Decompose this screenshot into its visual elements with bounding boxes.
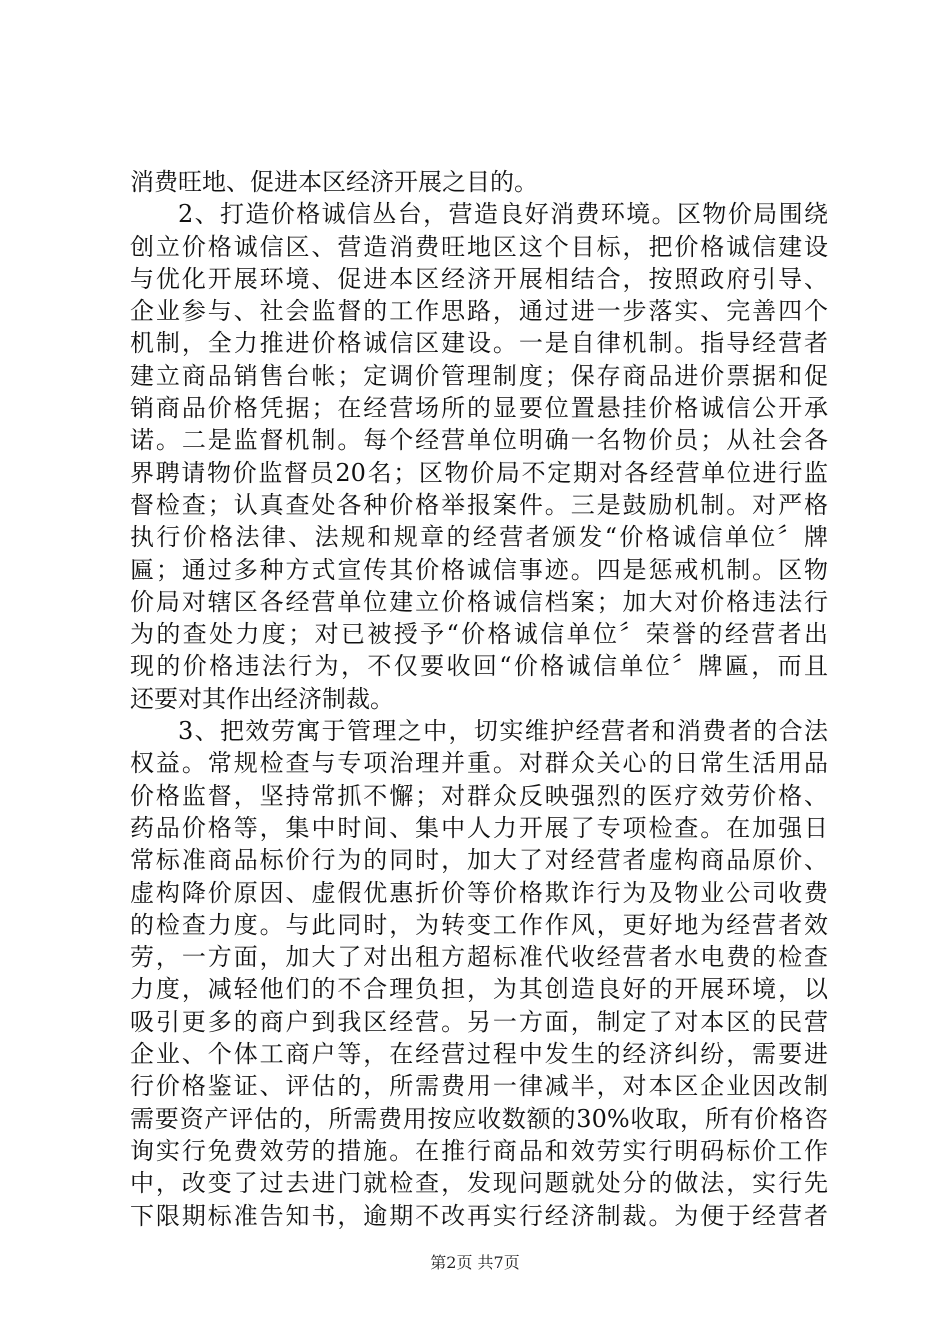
text-line: 3、把效劳寓于管理之中，切实维护经营者和消费者的合法	[178, 717, 828, 746]
body-text	[130, 166, 828, 1232]
text-line: 价局对辖区各经营单位建立价格诚信档案；加大对价格违法行	[130, 587, 828, 616]
text-line: 吸引更多的商户到我区经营。另一方面，制定了对本区的民营	[130, 1007, 828, 1036]
text-line: 行价格鉴证、评估的，所需费用一律减半，对本区企业因改制	[130, 1072, 828, 1101]
text-line: 中，改变了过去进门就检查，发现问题就处分的做法，实行先	[130, 1169, 828, 1198]
text-line: 价格监督，坚持常抓不懈；对群众反映强烈的医疗效劳价格、	[130, 781, 828, 810]
text-line: 创立价格诚信区、营造消费旺地区这个目标，把价格诚信建设	[130, 232, 828, 261]
text-line: 的检查力度。与此同时，为转变工作作风，更好地为经营者效	[130, 910, 828, 939]
text-line: 药品价格等，集中时间、集中人力开展了专项检查。在加强日	[130, 813, 828, 842]
text-line: 企业、个体工商户等，在经营过程中发生的经济纠纷，需要进	[130, 1040, 828, 1069]
text-line: 虚构降价原因、虚假优惠折价等价格欺诈行为及物业公司收费	[130, 878, 828, 907]
text-line: 下限期标准告知书，逾期不改再实行经济制裁。为便于经营者	[130, 1201, 828, 1230]
text-line: 力度，减轻他们的不合理负担，为其创造良好的开展环境，以	[130, 975, 828, 1004]
text-line: 督检查；认真查处各种价格举报案件。三是鼓励机制。对严格	[130, 490, 828, 519]
text-line: 执行价格法律、法规和规章的经营者颁发“价格诚信单位〞牌	[130, 523, 828, 552]
text-line: 匾；通过多种方式宣传其价格诚信事迹。四是惩戒机制。区物	[130, 555, 828, 584]
text-line: 销商品价格凭据；在经营场所的显要位置悬挂价格诚信公开承	[130, 394, 828, 423]
text-line: 机制，全力推进价格诚信区建设。一是自律机制。指导经营者	[130, 329, 828, 358]
text-line: 消费旺地、促进本区经济开展之目的。	[130, 168, 538, 196]
text-line: 诺。二是监督机制。每个经营单位明确一名物价员；从社会各	[130, 426, 828, 455]
text-line: 权益。常规检查与专项治理并重。对群众关心的日常生活用品	[130, 749, 828, 778]
text-line: 常标准商品标价行为的同时，加大了对经营者虚构商品原价、	[130, 846, 828, 875]
text-line: 需要资产评估的，所需费用按应收数额的30%收取，所有价格咨	[130, 1104, 828, 1133]
text-line: 与优化开展环境、促进本区经济开展相结合，按照政府引导、	[130, 264, 828, 293]
text-line: 建立商品销售台帐；定调价管理制度；保存商品进价票据和促	[130, 361, 828, 390]
text-line: 现的价格违法行为，不仅要收回“价格诚信单位〞牌匾，而且	[130, 652, 828, 681]
text-line: 界聘请物价监督员20名；区物价局不定期对各经营单位进行监	[130, 458, 828, 487]
page-number-label: 第2页 共7页	[430, 1253, 520, 1272]
page-footer	[0, 1253, 950, 1273]
text-line: 企业参与、社会监督的工作思路，通过进一步落实、完善四个	[130, 297, 828, 326]
text-line: 为的查处力度；对已被授予“价格诚信单位〞荣誉的经营者出	[130, 620, 828, 649]
text-line: 询实行免费效劳的措施。在推行商品和效劳实行明码标价工作	[130, 1136, 828, 1165]
text-line: 还要对其作出经济制裁。	[130, 684, 394, 713]
text-line: 劳，一方面，加大了对出租方超标准代收经营者水电费的检查	[130, 943, 828, 972]
text-line: 2、打造价格诚信丛台，营造良好消费环境。区物价局围绕	[178, 200, 828, 229]
